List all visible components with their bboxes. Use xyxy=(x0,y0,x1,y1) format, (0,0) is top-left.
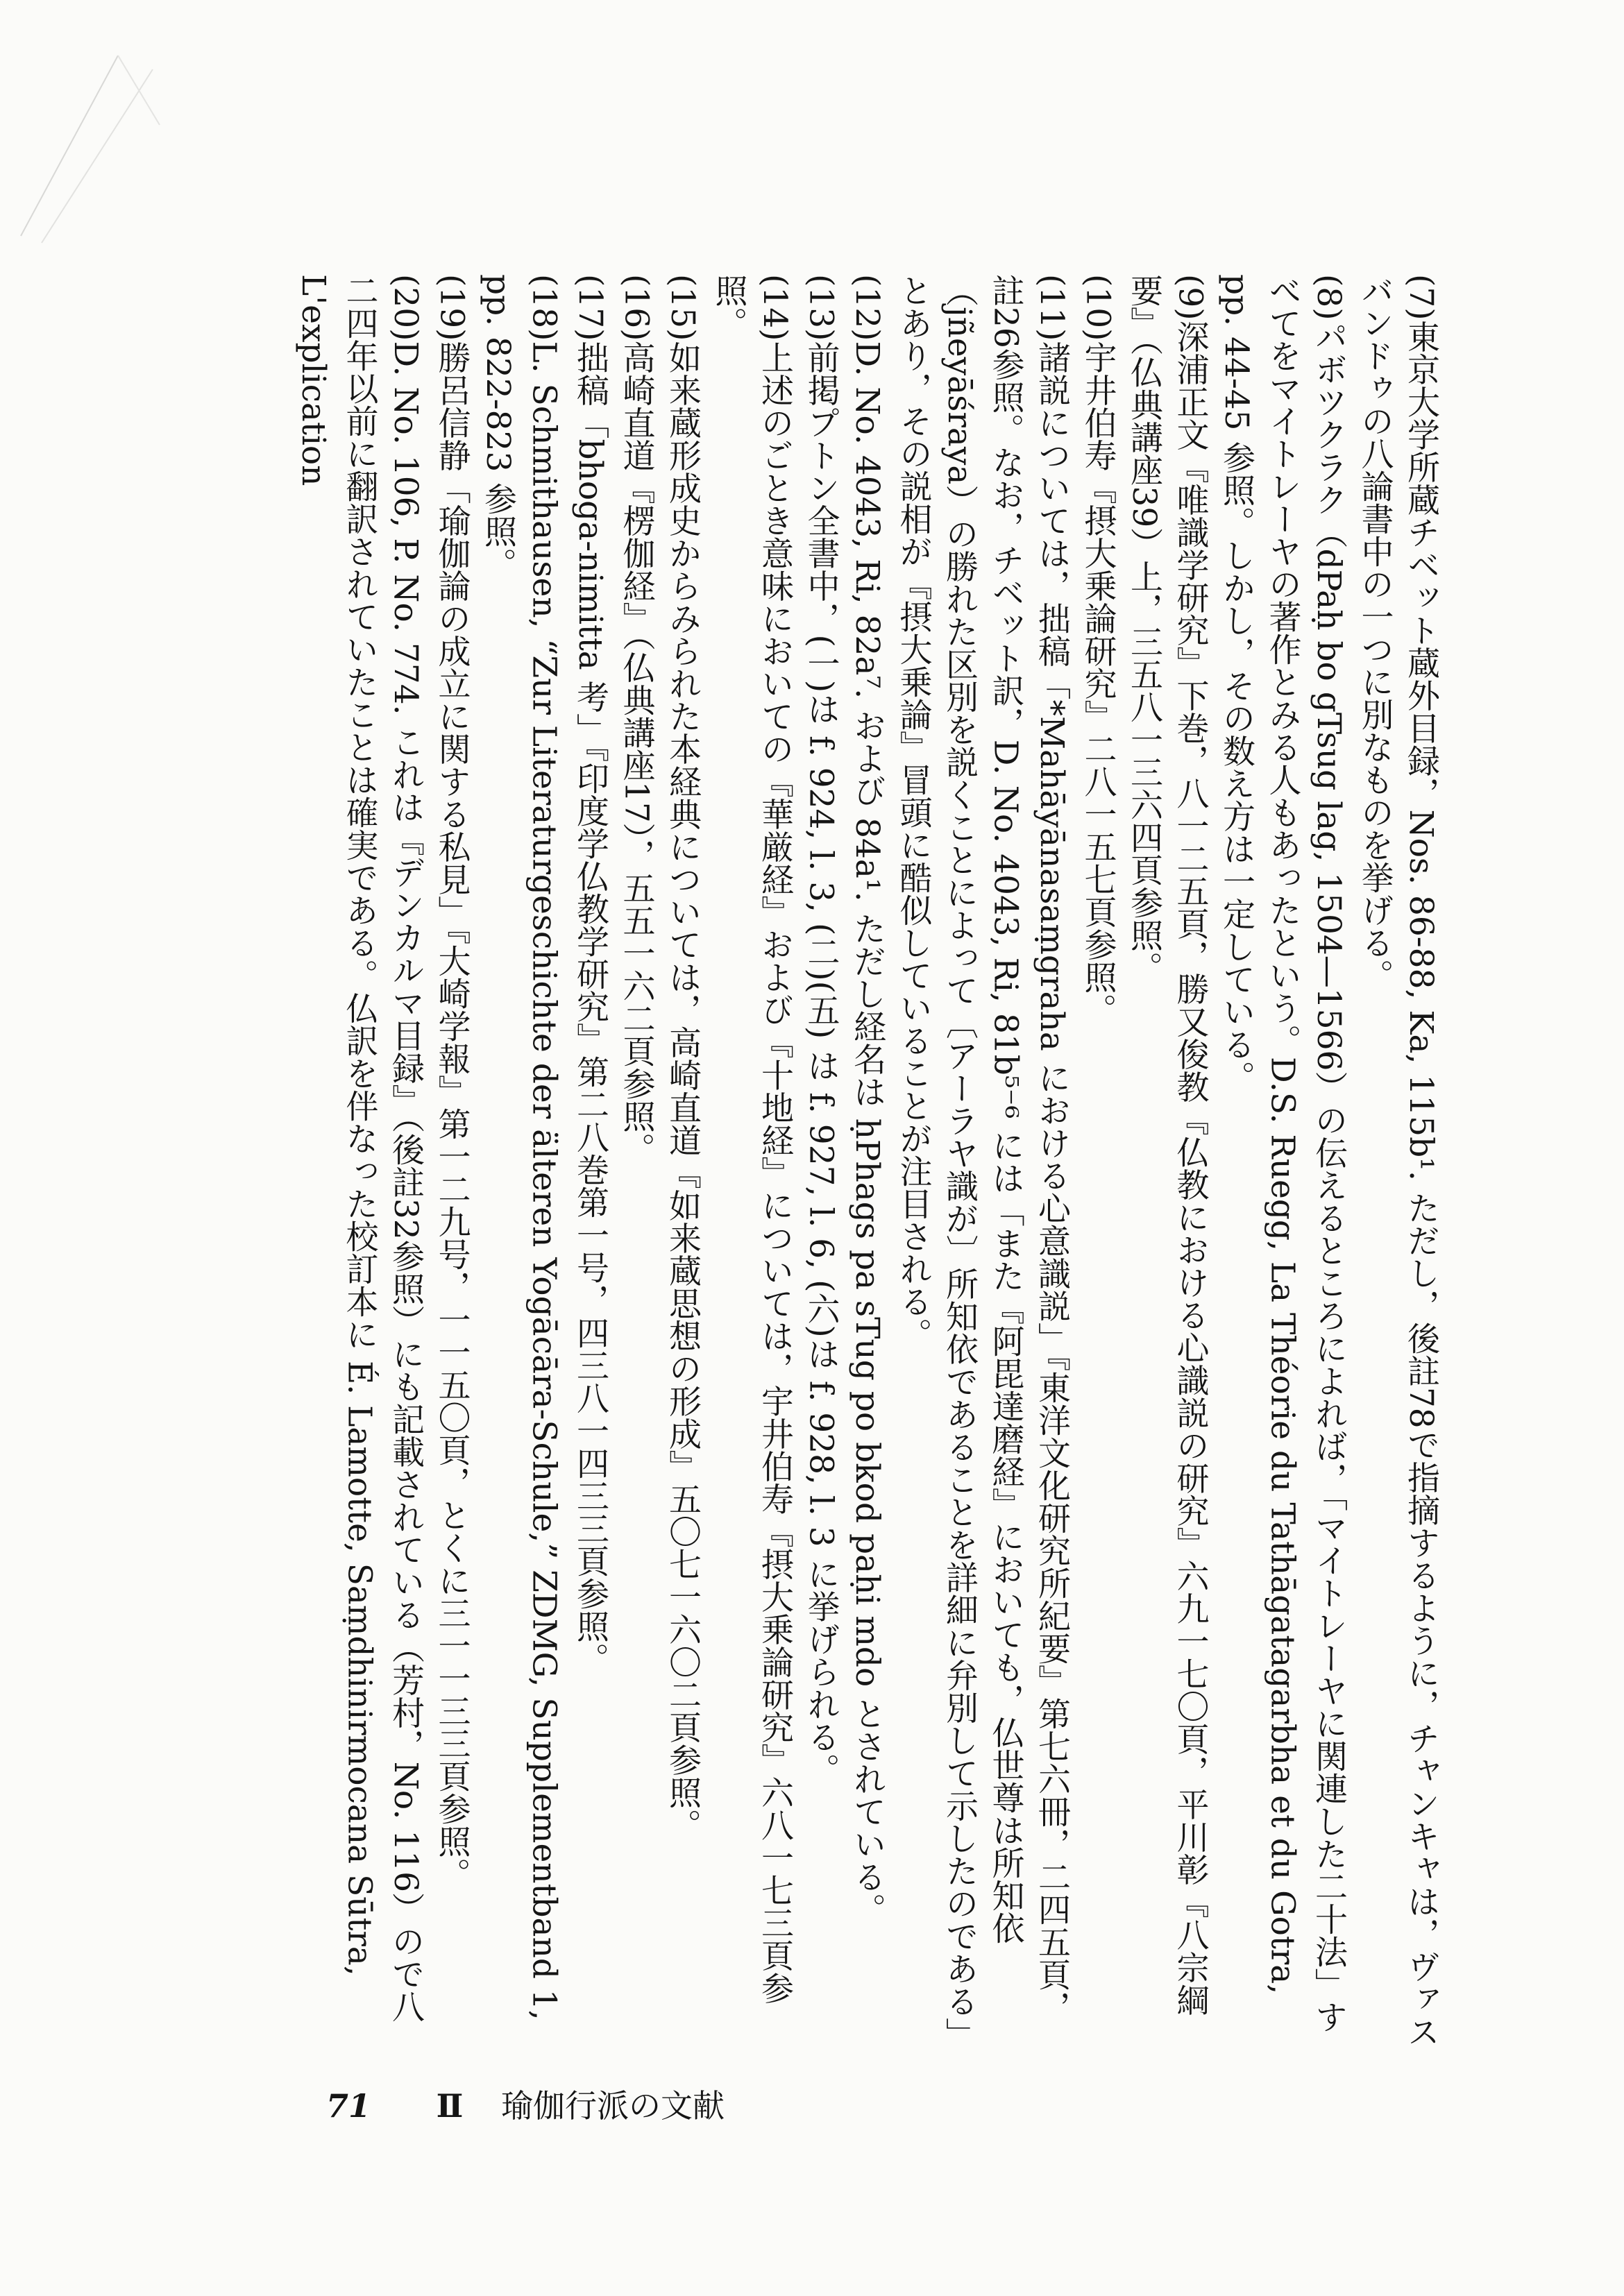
note-number: (8) xyxy=(1310,274,1348,321)
page-number: 71 xyxy=(326,2087,371,2125)
note-9 xyxy=(1121,274,1213,2050)
note-8 xyxy=(1213,274,1352,2050)
note-17 xyxy=(567,274,614,2050)
note-number: (7) xyxy=(1402,274,1440,321)
note-text: 如来蔵形成史からみられた本経典については，高崎直道『如来蔵思想の形成』五〇七一六〇二頁参照。 xyxy=(663,341,702,1842)
note-15 xyxy=(659,274,706,2050)
note-text: 深浦正文『唯識学研究』下巻，八一二五頁，勝又俊教『仏教における心識説の研究』六九一七〇頁，平川彰『八宗綱要』（仏典講座39）上，三五八一三六四頁参照。 xyxy=(1125,274,1210,2016)
scan-artifact-lines xyxy=(14,42,174,250)
note-text: L. Schmithausen, “Zur Literaturgeschichte der älteren Yogācāra-Schule,” ZDMG, Supplementband 1, pp. 822-823 参照。 xyxy=(479,274,564,2021)
note-text: 高崎直道『楞伽経』（仏典講座17），五五一六二頁参照。 xyxy=(617,341,656,1166)
note-20 xyxy=(290,274,429,2050)
note-18 xyxy=(475,274,567,2050)
note-7 xyxy=(1351,274,1444,2050)
page-footer xyxy=(326,2082,1298,2130)
section-number: Ⅱ xyxy=(436,2087,464,2125)
note-number: (15) xyxy=(663,274,702,341)
section-title: 瑜伽行派の文献 xyxy=(501,2087,725,2125)
note-text: 拙稿「bhoga-nimitta 考」『印度学仏教学研究』第二八巻第一号，四三八一四三三頁参照。 xyxy=(571,341,609,1676)
note-text: D. No. 4043, Ri, 82a⁷. および 84a¹. ただし経名は ḥPhags pa sTug po bkod paḥi mdo とされている。 xyxy=(848,341,886,1926)
note-text: 東京大学所蔵チベット蔵外目録，Nos. 86-88, Ka, 115b¹. ただし，後註78で指摘するように，チャンキャは，ヴァスバンドゥの八論書中の一つに別なものを挙げる。 xyxy=(1355,274,1440,2048)
note-10 xyxy=(1074,274,1121,2050)
note-11 xyxy=(890,274,1074,2050)
note-number: (19) xyxy=(432,274,471,341)
note-number: (18) xyxy=(525,274,564,341)
note-text: 前掲プトン全書中，(一)は f. 924, l. 3, (二)(五) は f. 927, l. 6, (六)は f. 928, l. 3 に挙げられる。 xyxy=(802,341,840,1786)
note-12 xyxy=(844,274,890,2050)
note-16 xyxy=(613,274,659,2050)
note-text: パボツクラク（dPaḥ bo gTsug lag, 1504—1566）の伝えるところによれば，「マイトレーヤに関連した二十法」すべてをマイトレーヤの著作とみる人もあったという。D.S. Ruegg, La Théorie du Tathāgatagarbha et du Gotra, pp. 44-45 参照。しかし，その数え方は一定している。 xyxy=(1217,274,1348,2033)
note-19 xyxy=(428,274,475,2050)
note-13 xyxy=(797,274,844,2050)
note-text: D. No. 106, P. No. 774. これは『デンカルマ目録』（後註32参照）にも記載されている（芳村，No. 116）ので八二四年以前に翻訳されていたことは確実である。仏訳を伴なった校訂本に É. Lamotte, Saṃdhinirmocana Sūtra, L'explication xyxy=(294,274,425,2023)
note-text: 勝呂信静「瑜伽論の成立に関する私見」『大崎学報』第一二九号，一一五〇頁，とくに三一一三三頁参照。 xyxy=(432,341,471,1890)
note-number: (16) xyxy=(617,274,656,341)
note-number: (12) xyxy=(848,274,886,341)
note-number: (20) xyxy=(387,274,425,341)
note-text: 上述のごとき意味においての『華厳経』および『十地経』については，宇井伯寿『摂大乗論研究』六八一七三頁参照。 xyxy=(709,274,794,2005)
note-number: (14) xyxy=(756,274,794,341)
note-text: 諸説については，拙稿「*Mahāyānasaṃgraha における心意識説」『東洋文化研究所紀要』第七六冊，二四五頁，註26参照。なお，チベット訳，D. No. 4043, Ri, 81b⁵⁻⁶ には「また『阿毘達磨経』においても，仏世尊は所知依（jñeyāśraya）の勝れた区別を説くことによって〔アーラヤ識が〕所知依であることを詳細に弁別して示したのである」とあり，その説相が『摂大乗論』冒頭に酷似していることが注目される。 xyxy=(894,274,1071,2050)
note-number: (13) xyxy=(802,274,840,341)
note-14 xyxy=(705,274,797,2050)
note-text: 宇井伯寿『摂大乗論研究』二八一五七頁参照。 xyxy=(1079,341,1117,1026)
note-number: (10) xyxy=(1079,274,1117,341)
note-number: (9) xyxy=(1171,274,1210,321)
note-number: (11) xyxy=(1033,274,1071,341)
endnotes-column-block xyxy=(264,274,1444,2050)
note-number: (17) xyxy=(571,274,609,341)
